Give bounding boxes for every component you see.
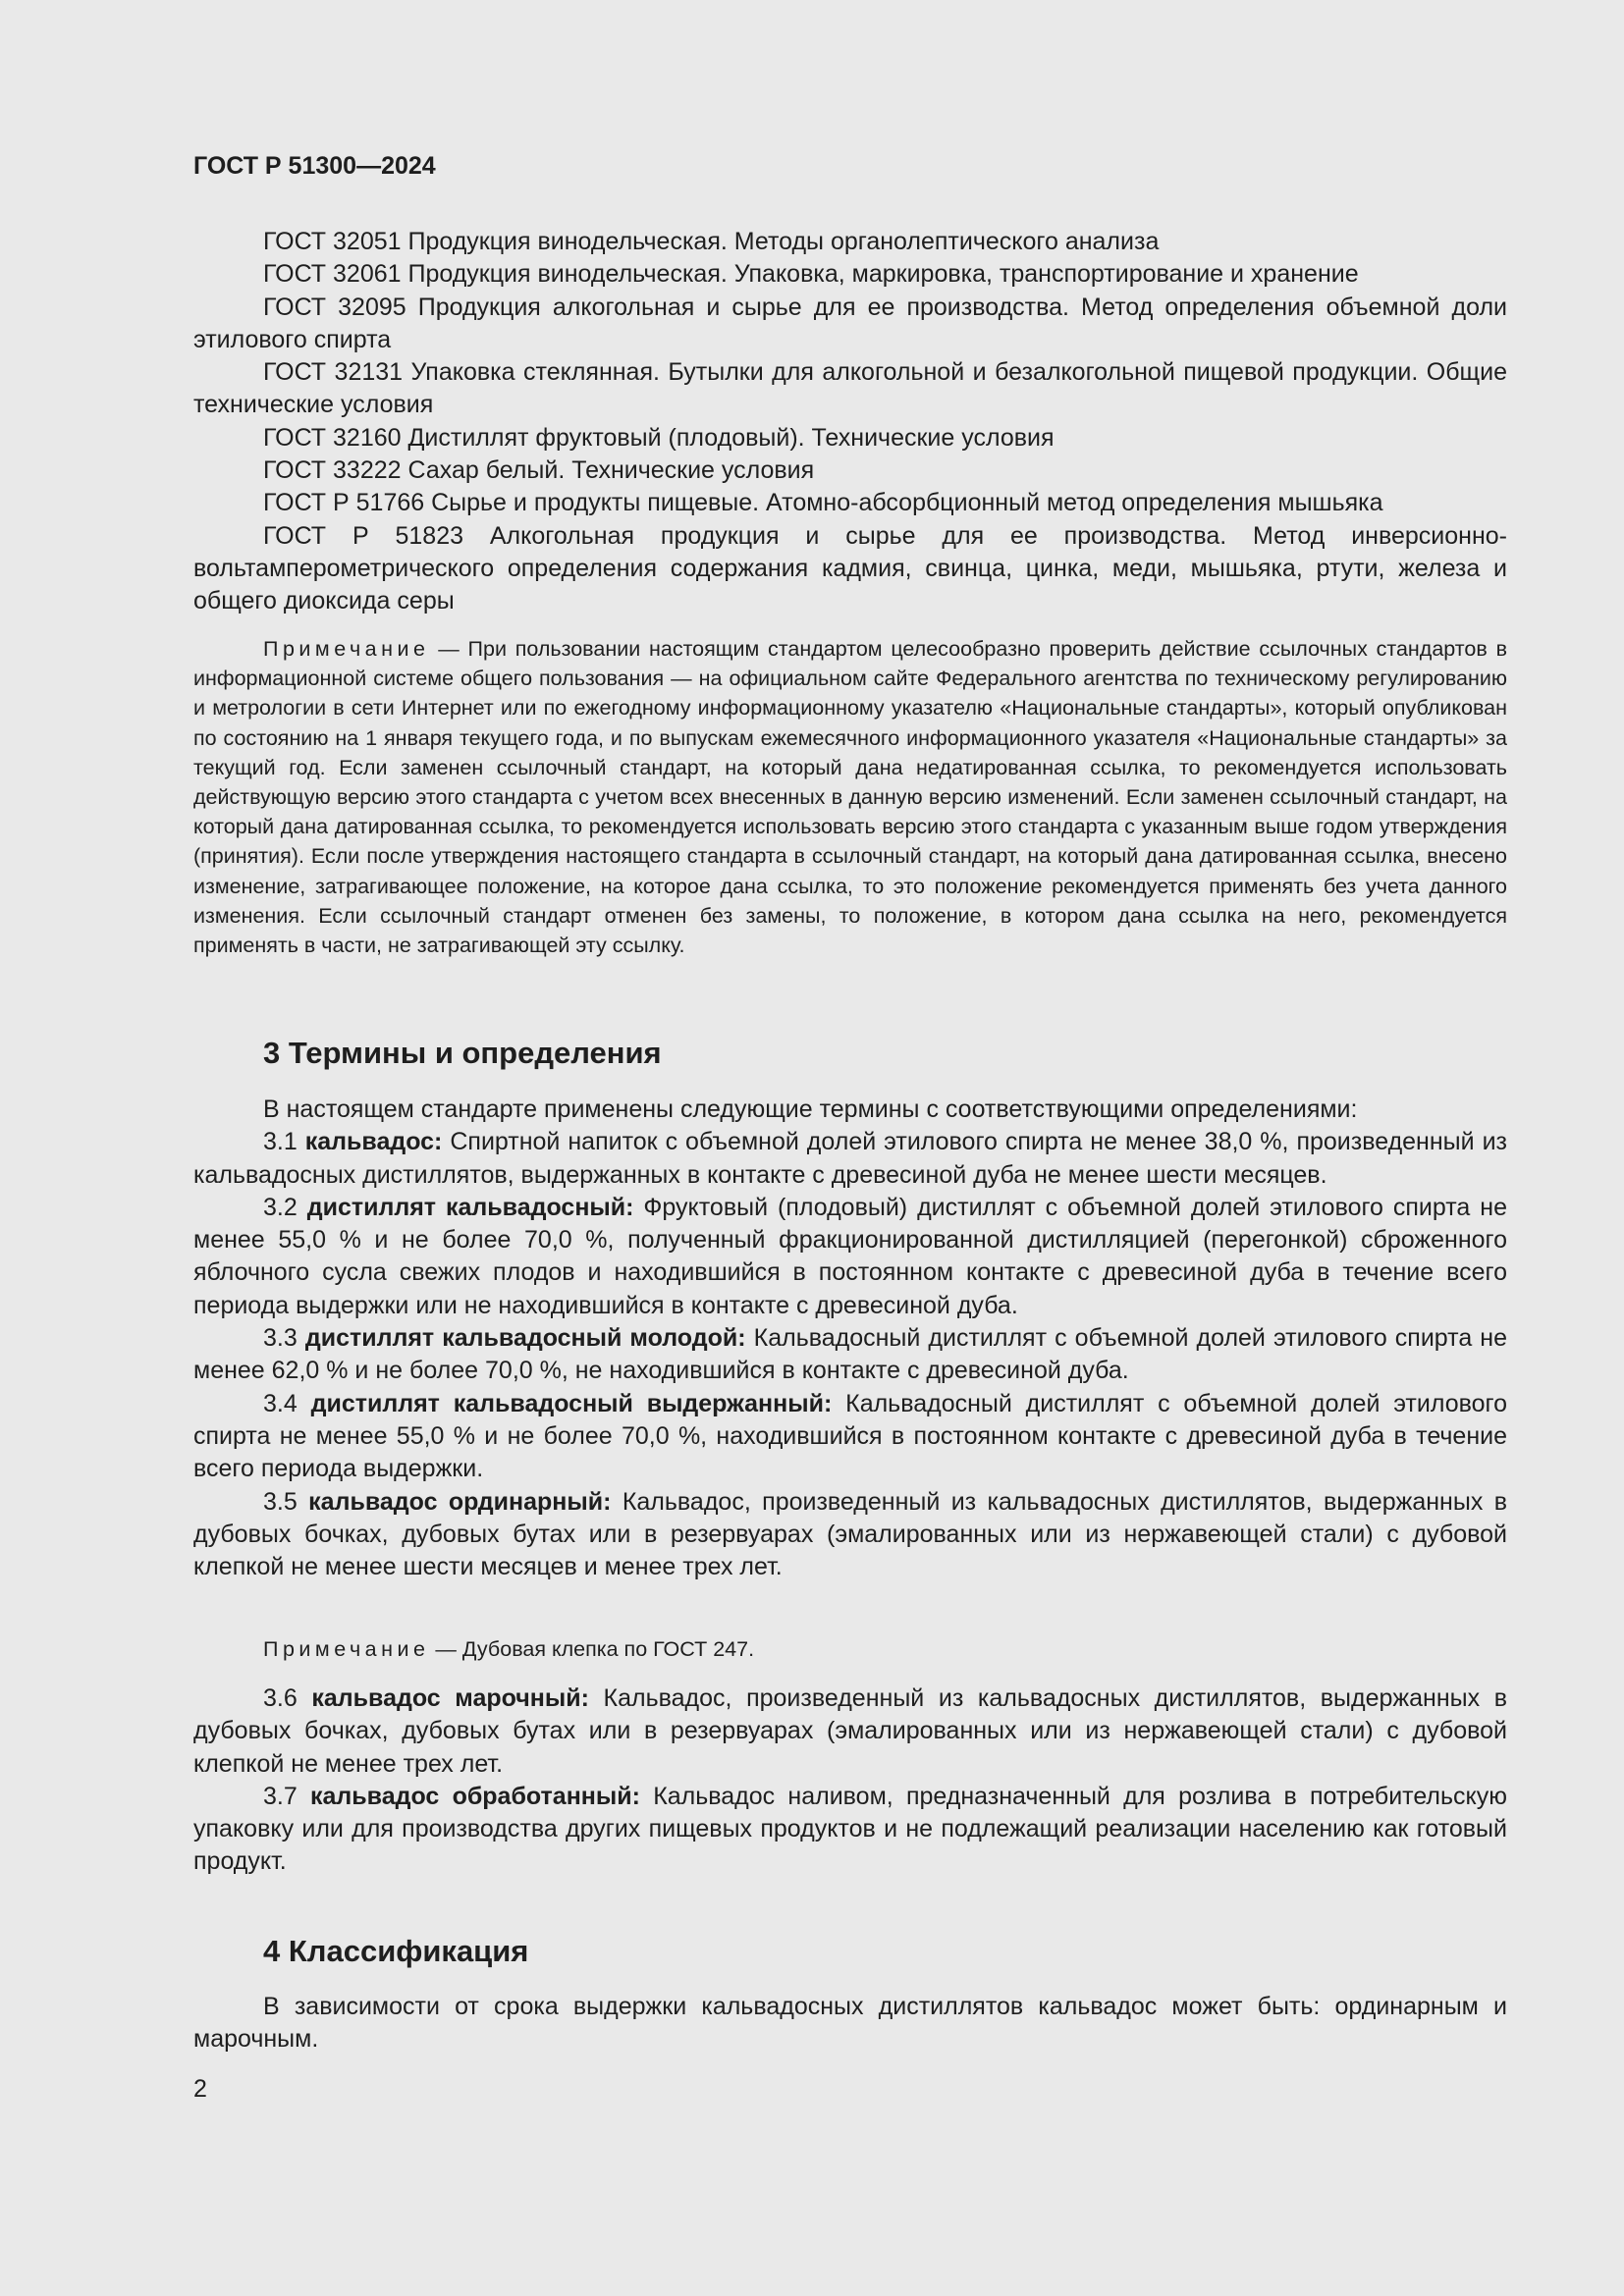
page-number: 2	[193, 2075, 207, 2103]
term-name: кальвадос:	[304, 1128, 443, 1156]
term-name: дистиллят кальвадосный молодой:	[304, 1324, 746, 1353]
term-definition	[193, 1486, 1507, 1584]
term-name: кальвадос марочный:	[311, 1684, 589, 1712]
reference-item: ГОСТ Р 51823 Алкогольная продукция и сырье для ее производства. Метод инверсионно-вольтамперометрического определения содержания кадмия, свинца, цинка, меди, мышьяка, ртути, железа и общего диоксида серы	[193, 521, 1507, 615]
term-def: Кальвадосный дистиллят с объемной долей этилового спирта не менее 62,0 % и не более 70,0 %, не находившийся в контакте с древесиной дуба.	[193, 1324, 1507, 1385]
reference-item: ГОСТ 33222 Сахар белый. Технические условия	[263, 456, 815, 485]
reference-item: ГОСТ 32160 Дистиллят фруктовый (плодовый). Технические условия	[263, 423, 1055, 452]
term-definition	[193, 1388, 1507, 1486]
section-4-text: В зависимости от срока выдержки кальвадосных дистиллятов кальвадос может быть: ординарным и марочным.	[193, 1993, 1507, 2054]
term-number: 3.2	[263, 1193, 307, 1221]
term-number: 3.7	[263, 1782, 310, 1810]
reference-item: ГОСТ 32131 Упаковка стеклянная. Бутылки для алкогольной и безалкогольной пищевой продукции. Общие технические условия	[193, 358, 1507, 419]
references-note	[193, 634, 1507, 960]
normative-references-list	[193, 226, 1507, 618]
section-3-body-continued	[193, 1682, 1507, 1879]
terms-note	[263, 1634, 754, 1664]
term-definition	[193, 1192, 1507, 1322]
section-3-body	[193, 1094, 1507, 1583]
term-def: Спиртной напиток с объемной долей этилового спирта не менее 38,0 %, произведенный из кальвадосных дистиллятов, выдержанных в контакте с древесиной дуба не менее шести месяцев.	[193, 1128, 1508, 1189]
term-definition	[193, 1781, 1507, 1879]
reference-item: ГОСТ 32051 Продукция винодельческая. Методы органолептического анализа	[263, 228, 1160, 255]
term-def: Фруктовый (плодовый) дистиллят с объемной долей этилового спирта не менее 55,0 % и не более 70,0 %, полученный фракционированной дистилляцией (перегонкой) сброженного яблочного сусла свежих плодов и находившийся в постоянном контакте с древесиной дуба в течение всего периода выдержки или не находившийся в контакте с древесиной дуба.	[193, 1193, 1507, 1319]
term-def: Кальвадос наливом, предназначенный для розлива в потребительскую упаковку или для производства других пищевых продуктов и не подлежащий реализации населению как готовый продукт.	[193, 1782, 1507, 1876]
document-code-header: ГОСТ Р 51300—2024	[193, 152, 436, 180]
section-3-intro: В настоящем стандарте применены следующие термины с соответствующими определениями:	[263, 1095, 1358, 1123]
note-text: — При пользовании настоящим стандартом целесообразно проверить действие ссылочных стандартов в информационной системе общего пользования — на официальном сайте Федерального агентства по техническому регулированию и метрологии в сети Интернет или по ежегодному информационному указателю «Национальные стандарты», который опубликован по состоянию на 1 января текущего года, и по выпускам ежемесячного информационного указателя «Национальные стандарты» за текущий год. Если заменен ссылочный стандарт, на который дана недатированная ссылка, то рекомендуется использовать действующую версию этого стандарта с учетом всех внесенных в данную версию изменений. Если заменен ссылочный стандарт, на который дана датированная ссылка, то рекомендуется использовать версию этого стандарта с указанным выше годом утверждения (принятия). Если после утверждения настоящего стандарта в ссылочный стандарт, на который дана датированная ссылка, внесено изменение, затрагивающее положение, на которое дана ссылка, то это положение рекомендуется применять без учета данного изменения. Если ссылочный стандарт отменен без замены, то положение, в котором дана ссылка на него, рекомендуется применять в части, не затрагивающей эту ссылку.	[193, 637, 1507, 958]
section-3-heading: 3 Термины и определения	[263, 1036, 662, 1070]
reference-item: ГОСТ 32061 Продукция винодельческая. Упаковка, маркировка, транспортирование и хранение	[263, 260, 1359, 289]
section-4-heading: 4 Классификация	[263, 1934, 529, 1968]
term-number: 3.5	[263, 1487, 309, 1516]
section-4-body	[193, 1991, 1507, 2056]
term-definition	[193, 1126, 1507, 1192]
term-number: 3.1	[263, 1128, 305, 1156]
term-number: 3.4	[263, 1389, 311, 1417]
note-label: Примечание	[263, 637, 430, 661]
term-number: 3.3	[263, 1324, 305, 1353]
term-def: Кальвадосный дистиллят с объемной долей этилового спирта не менее 55,0 % и не более 70,0 %, находившийся в постоянном контакте с древесиной дуба в течение всего периода выдержки.	[193, 1389, 1507, 1483]
term-name: кальвадос обработанный:	[310, 1782, 640, 1810]
reference-item: ГОСТ 32095 Продукция алкогольная и сырье для ее производства. Метод определения объемной доли этилового спирта	[193, 293, 1507, 353]
note-text: — Дубовая клепка по ГОСТ 247.	[429, 1637, 755, 1661]
term-number: 3.6	[263, 1684, 312, 1712]
term-name: дистиллят кальвадосный выдержанный:	[310, 1389, 833, 1417]
term-definition	[193, 1322, 1507, 1388]
term-def: Кальвадос, произведенный из кальвадосных дистиллятов, выдержанных в дубовых бочках, дубовых бутах или в резервуарах (эмалированных или из нержавеющей стали) с дубовой клепкой не менее шести месяцев и менее трех лет.	[193, 1487, 1507, 1581]
term-definition	[193, 1682, 1507, 1781]
note-label: Примечание	[263, 1637, 430, 1661]
term-def: Кальвадос, произведенный из кальвадосных дистиллятов, выдержанных в дубовых бочках, дубовых бутах или в резервуарах (эмалированных или из нержавеющей стали) с дубовой клепкой не менее трех лет.	[193, 1684, 1508, 1778]
reference-item: ГОСТ Р 51766 Сырье и продукты пищевые. Атомно-абсорбционный метод определения мышьяка	[263, 489, 1383, 517]
term-name: дистиллят кальвадосный:	[306, 1193, 634, 1221]
term-name: кальвадос ординарный:	[308, 1487, 612, 1516]
